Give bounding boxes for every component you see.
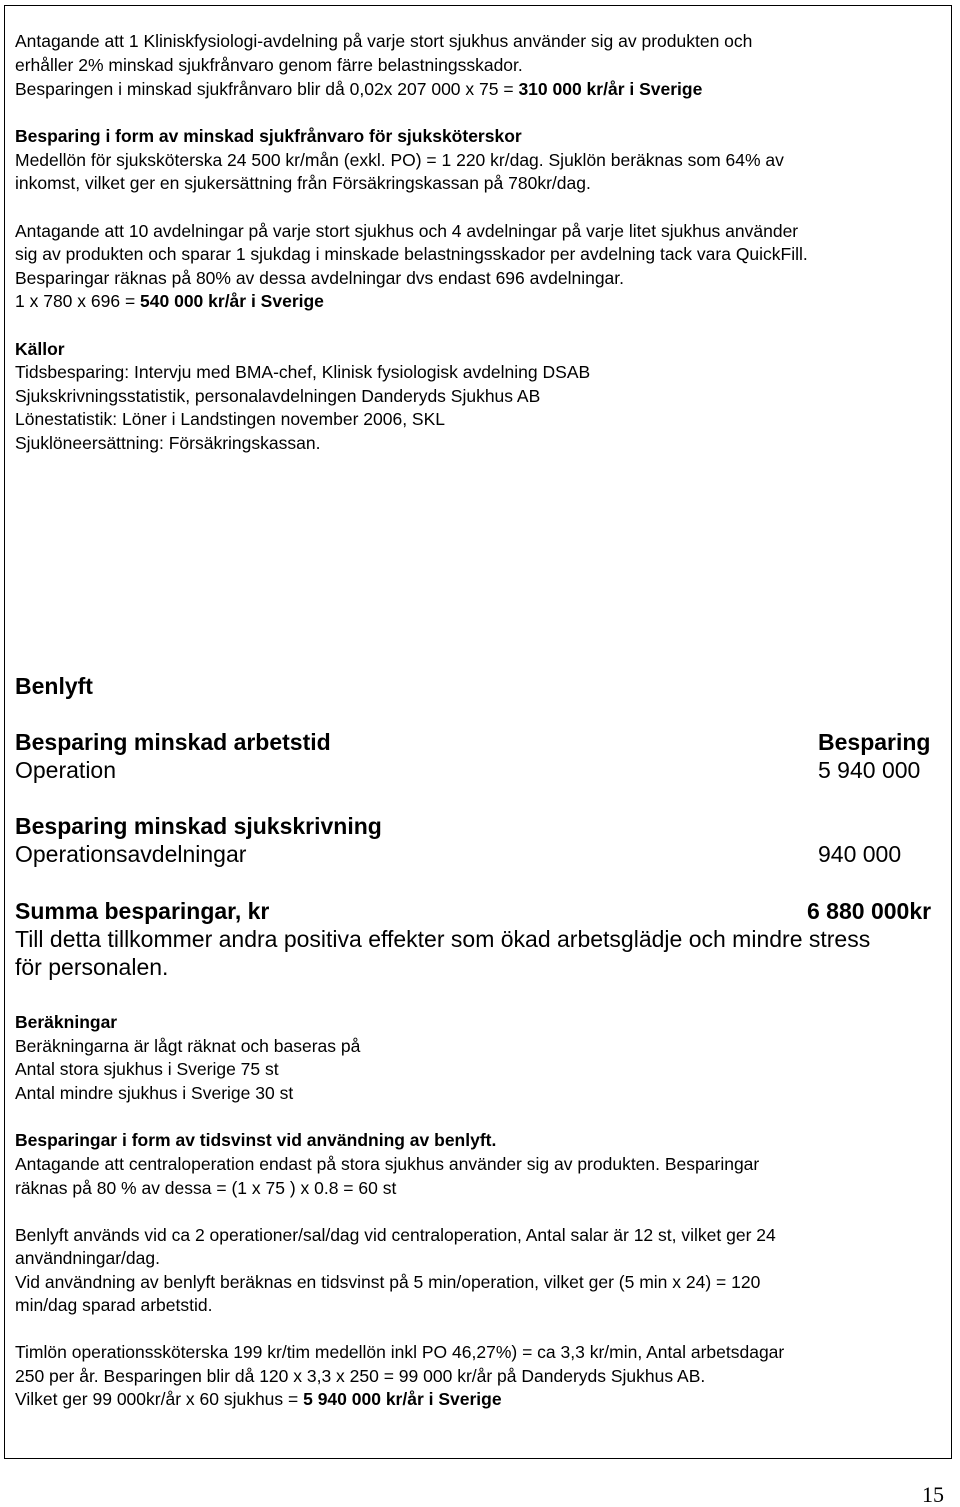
text-span: Vilket ger 99 000kr/år x 60 sjukhus = [15, 1389, 304, 1409]
source-item: Sjukskrivningsstatistik, personalavdelningen Danderyds Sjukhus AB [15, 386, 541, 406]
paragraph-line: sig av produkten och sparar 1 sjukdag i minskade belastningsskador per avdelning tack vara QuickFill. [15, 244, 808, 264]
paragraph-line: Antal stora sjukhus i Sverige 75 st [15, 1059, 279, 1079]
row-value: 5 940 000 [818, 757, 921, 783]
row-value: 940 000 [818, 841, 902, 867]
paragraph-line: räknas på 80 % av dessa = (1 x 75 ) x 0.8 = 60 st [15, 1178, 397, 1198]
source-item: Tidsbesparing: Intervju med BMA-chef, Klinisk fysiologisk avdelning DSAB [15, 362, 591, 382]
paragraph-line: Antagande att 1 Kliniskfysiologi-avdelning på varje stort sjukhus använder sig av produkten och [15, 31, 753, 51]
paragraph-line: Antagande att centraloperation endast på stora sjukhus använder sig av produkten. Besparingar [15, 1154, 760, 1174]
summary-title: Benlyft [15, 673, 93, 699]
row-label: Operationsavdelningar [15, 841, 247, 867]
result-highlight: 310 000 kr/år i Sverige [518, 79, 703, 99]
text-span: Besparingen i minskad sjukfrånvaro blir då 0,02x 207 000 x 75 = [15, 79, 519, 99]
paragraph-line: Benlyft används vid ca 2 operationer/sal/dag vid centraloperation, Antal salar är 12 st, vilket ger 24 [15, 1225, 776, 1245]
section-heading: Besparingar i form av tidsvinst vid användning av benlyft. [15, 1130, 497, 1150]
section-label: Besparing minskad sjukskrivning [15, 813, 382, 839]
paragraph-line: Antal mindre sjukhus i Sverige 30 st [15, 1083, 294, 1103]
section-label: Besparing minskad arbetstid [15, 729, 331, 755]
result-highlight: 540 000 kr/år i Sverige [140, 291, 324, 311]
row-label: Operation [15, 757, 117, 783]
paragraph-line: Antagande att 10 avdelningar på varje stort sjukhus och 4 avdelningar på varje litet sjukhus använder [15, 221, 799, 241]
sources-heading: Källor [15, 339, 65, 359]
paragraph-line: Beräkningarna är lågt räknat och baseras på [15, 1036, 361, 1056]
total-value: 6 880 000kr [807, 898, 932, 924]
paragraph-line [15, 78, 702, 102]
summary-note: Till detta tillkommer andra positiva effekter som ökad arbetsglädje och mindre stress [15, 926, 871, 952]
page-number: 15 [922, 1482, 944, 1507]
result-highlight: 5 940 000 kr/år i Sverige [303, 1389, 502, 1409]
text-span: 1 x 780 x 696 = [15, 291, 141, 311]
summary-note: för personalen. [15, 954, 169, 980]
paragraph-line: Vid användning av benlyft beräknas en tidsvinst på 5 min/operation, vilket ger (5 min x 24) = 120 [15, 1272, 761, 1292]
paragraph-line [15, 1388, 502, 1412]
section-heading: Besparing i form av minskad sjukfrånvaro för sjuksköterskor [15, 126, 522, 146]
paragraph-line: Medellön för sjuksköterska 24 500 kr/mån (exkl. PO) = 1 220 kr/dag. Sjuklön beräknas som 64% av [15, 150, 784, 170]
paragraph-line [15, 290, 324, 314]
source-item: Sjuklöneersättning: Försäkringskassan. [15, 433, 321, 453]
column-header: Besparing [818, 729, 931, 755]
paragraph-line: min/dag sparad arbetstid. [15, 1295, 213, 1315]
paragraph-line: inkomst, vilket ger en sjukersättning från Försäkringskassan på 780kr/dag. [15, 173, 591, 193]
calc-heading: Beräkningar [15, 1012, 118, 1032]
paragraph-line: 250 per år. Besparingen blir då 120 x 3,3 x 250 = 99 000 kr/år på Danderyds Sjukhus AB. [15, 1366, 706, 1386]
total-label: Summa besparingar, kr [15, 898, 270, 924]
paragraph-line: Timlön operationssköterska 199 kr/tim medellön inkl PO 46,27%) = ca 3,3 kr/min, Antal arbetsdagar [15, 1342, 785, 1362]
paragraph-line: erhåller 2% minskad sjukfrånvaro genom färre belastningsskador. [15, 55, 523, 75]
source-item: Lönestatistik: Löner i Landstingen november 2006, SKL [15, 409, 446, 429]
paragraph-line: användningar/dag. [15, 1248, 160, 1268]
paragraph-line: Besparingar räknas på 80% av dessa avdelningar dvs endast 696 avdelningar. [15, 268, 625, 288]
